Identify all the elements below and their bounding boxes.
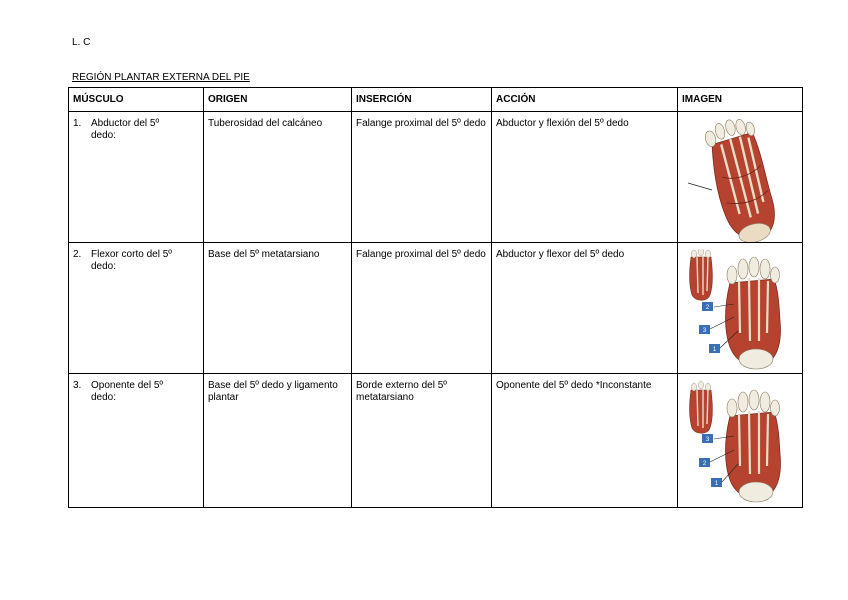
image-cell [678, 243, 803, 374]
muscle-name: Flexor corto del 5º dedo: [91, 249, 172, 272]
muscle-cell [69, 243, 204, 374]
row-number: 2. [73, 249, 82, 260]
table-header-row [69, 88, 803, 112]
table-row [69, 243, 803, 374]
label-box-3 [699, 325, 710, 334]
section-title: REGIÓN PLANTAR EXTERNA DEL PIE [72, 72, 250, 83]
svg-text:3: 3 [702, 328, 707, 334]
muscle-name: Oponente del 5º dedo: [91, 380, 164, 403]
svg-text:3: 3 [705, 437, 710, 443]
origin-cell: Base del 5º metatarsiano [204, 243, 352, 374]
author-initials: L. C [72, 37, 91, 48]
row-number: 3. [73, 380, 82, 391]
muscle-table [68, 87, 803, 508]
action-cell: Oponente del 5º dedo *Inconstante [492, 374, 678, 508]
action-cell: Abductor y flexor del 5º dedo [492, 243, 678, 374]
insertion-cell: Borde externo del 5º metatarsiano [352, 374, 492, 508]
label-box-2 [699, 458, 710, 467]
label-box-1 [709, 344, 720, 353]
svg-text:1: 1 [714, 481, 719, 487]
svg-text:2: 2 [702, 461, 707, 467]
column-header-muscle: MÚSCULO [69, 88, 204, 112]
svg-text:1: 1 [712, 347, 717, 353]
column-header-image: IMAGEN [678, 88, 803, 112]
table-row [69, 112, 803, 243]
column-header-origin: ORIGEN [204, 88, 352, 112]
foot-sole-anatomy-icon [682, 380, 800, 506]
row-number: 1. [73, 118, 82, 129]
column-header-insertion: INSERCIÓN [352, 88, 492, 112]
insertion-cell: Falange proximal del 5º dedo [352, 243, 492, 374]
origin-cell: Base del 5º dedo y ligamento plantar [204, 374, 352, 508]
image-cell [678, 112, 803, 243]
muscle-cell [69, 112, 204, 243]
foot-sole-anatomy-icon [682, 118, 800, 242]
muscle-cell [69, 374, 204, 508]
label-box-3 [702, 434, 713, 443]
label-box-1 [711, 478, 722, 487]
muscle-name: Abductor del 5º dedo: [91, 118, 160, 141]
foot-sole-anatomy-icon [682, 249, 800, 373]
origin-cell: Tuberosidad del calcáneo [204, 112, 352, 243]
label-box-2 [702, 302, 713, 311]
column-header-action: ACCIÓN [492, 88, 678, 112]
action-cell: Abductor y flexión del 5º dedo [492, 112, 678, 243]
insertion-cell: Falange proximal del 5º dedo [352, 112, 492, 243]
svg-text:2: 2 [705, 305, 710, 311]
image-cell [678, 374, 803, 508]
table-row [69, 374, 803, 508]
